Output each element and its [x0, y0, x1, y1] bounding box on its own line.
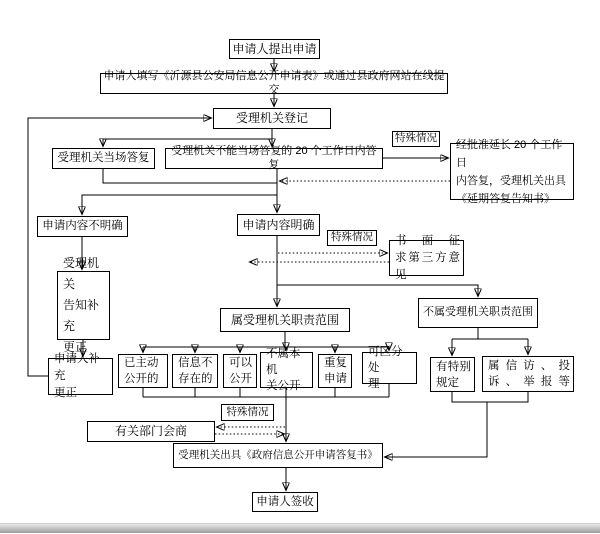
edge-right-merge [452, 392, 528, 402]
node-special-provisions-line2: 规定 [436, 376, 459, 389]
node-seek-third-party-opinion [389, 234, 464, 281]
node-applicant-submits [229, 39, 320, 59]
node-authority-registers-label: 受理机关登记 [235, 111, 308, 125]
node-already-disclosed [118, 354, 168, 388]
node-not-this-authority-line2: 关公开 [266, 380, 301, 392]
node-applicant-supplements [48, 353, 113, 399]
node-content-clear [237, 214, 320, 236]
node-not-this-authority-line1: 不属本机 [266, 348, 301, 376]
node-applicant-submits-label: 申请人提出申请 [232, 41, 317, 56]
node-issue-reply-document-label: 受理机关出具《政府信息公开申请答复书》 [178, 448, 378, 461]
node-separable-processing-line2: 理 [368, 378, 380, 390]
node-content-unclear [37, 216, 128, 237]
node-petition-line2: 诉、举报等 [488, 376, 570, 388]
node-special-case-3-label: 特殊情况 [226, 405, 269, 418]
node-approved-extension-line2: 内答复，受理机关出具 [456, 174, 566, 187]
node-special-provisions [430, 357, 475, 392]
node-info-nonexistent-line1: 信息不 [178, 357, 213, 369]
node-info-nonexistent [172, 354, 218, 388]
node-approved-extension-line3: 《延期答复告知书》 [456, 192, 555, 205]
node-repeated-application-line2: 申请 [324, 373, 347, 385]
node-seek-third-party-line1: 书面征 [395, 234, 460, 247]
node-seek-third-party-line2: 求第三方意见 [395, 251, 460, 281]
node-issue-reply-document [173, 443, 383, 468]
node-notify-line1: 受理机关 [63, 256, 100, 291]
node-special-provisions-line1: 有特别 [436, 360, 471, 373]
node-outside-scope-label: 不属受理机关职责范围 [423, 306, 533, 319]
node-special-case-2 [327, 230, 377, 246]
edge-clear-outscope [277, 285, 478, 296]
node-fill-application-form [100, 69, 448, 96]
node-can-disclose-line1: 可以 [229, 357, 252, 369]
edge-rightmerge-replydoc [385, 402, 487, 457]
node-separable-processing [362, 346, 417, 390]
node-authority-registers [213, 108, 331, 129]
node-within-scope [220, 308, 350, 332]
node-onsite-reply [52, 148, 155, 169]
node-notify-supplement-correct [57, 256, 110, 354]
window-bottom-edge [0, 523, 600, 533]
edge-merge-unclear [82, 195, 277, 214]
node-departments-consultation-label: 有关部门会商 [114, 424, 187, 438]
node-onsite-reply-label: 受理机关当场答复 [57, 152, 150, 165]
node-separable-processing-line1: 可区分处 [368, 346, 403, 374]
node-repeated-application [318, 354, 352, 388]
node-already-disclosed-line1: 已主动 [124, 357, 159, 369]
node-applicant-signs-label: 申请人签收 [256, 495, 314, 508]
node-approved-extension-line1: 经批准延长 20 个工作日 [456, 138, 563, 169]
node-special-case-1 [392, 131, 440, 147]
node-already-disclosed-line2: 公开的 [124, 373, 159, 385]
node-approved-extension [450, 138, 574, 205]
node-special-case-2-label: 特殊情况 [331, 231, 373, 244]
node-can-disclose-line2: 公开 [229, 373, 252, 385]
node-not-this-authority [260, 348, 313, 392]
node-applicant-supplements-line1: 申请人补充 [54, 353, 100, 382]
node-special-case-3 [221, 404, 274, 421]
node-content-clear-label: 申请内容明确 [242, 217, 315, 232]
node-content-unclear-label: 申请内容不明确 [42, 220, 123, 233]
node-reply-within-20-days [165, 144, 383, 171]
node-notify-line3: 更正 [63, 340, 88, 354]
node-fill-application-form-label: 申请人填写《沂源县公安局信息公开申请表》或通过县政府网站在线提交 [103, 69, 445, 96]
node-petition-complaint-report [482, 356, 574, 392]
node-within-scope-label: 属受理机关职责范围 [230, 312, 339, 327]
node-special-case-1-label: 特殊情况 [395, 132, 437, 145]
node-departments-consultation [87, 421, 215, 442]
node-notify-line2: 告知补充 [63, 298, 100, 333]
node-applicant-signs [252, 492, 318, 512]
node-petition-line1: 属信访、投 [488, 360, 570, 372]
node-can-disclose [223, 354, 257, 388]
node-repeated-application-line1: 重复 [324, 357, 347, 369]
node-outside-scope [418, 298, 538, 328]
node-info-nonexistent-line2: 存在的 [178, 373, 213, 385]
node-applicant-supplements-line2: 更正 [54, 387, 77, 399]
node-reply-within-20-days-label: 受理机关不能当场答复的 20 个工作日内答复 [171, 144, 377, 171]
